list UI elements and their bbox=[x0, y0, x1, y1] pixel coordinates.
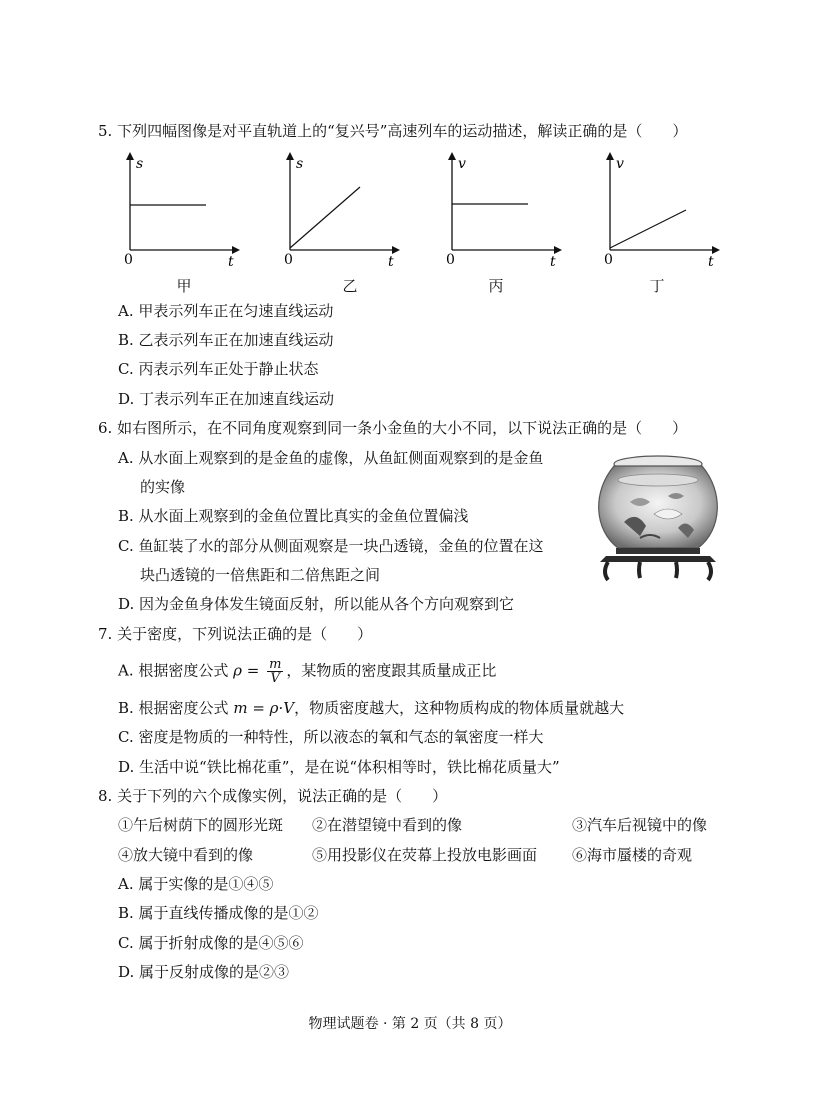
q7-stem: 7. 关于密度，下列说法正确的是（ ） bbox=[98, 625, 373, 643]
graph-yi-label: 乙 bbox=[342, 277, 358, 295]
q8-example-6: ⑥海市蜃楼的奇观 bbox=[572, 846, 693, 864]
q6-option-a-line2: 的实像 bbox=[140, 478, 186, 496]
density-fraction bbox=[267, 658, 283, 685]
mass-formula: m = ρ·V bbox=[233, 699, 295, 717]
q5-stem: 5. 下列四幅图像是对平直轨道上的“复兴号”高速列车的运动描述，解读正确的是（ ） bbox=[98, 122, 688, 140]
graph-yi-y-label: s bbox=[296, 156, 304, 172]
fraction-denominator: V bbox=[270, 671, 280, 686]
q5-option-b: B. 乙表示列车正在加速直线运动 bbox=[118, 331, 334, 349]
graph-ding-origin: 0 bbox=[604, 252, 613, 268]
density-symbol: ρ bbox=[233, 661, 242, 680]
q6-stem: 6. 如右图所示，在不同角度观察到同一条小金鱼的大小不同，以下说法正确的是（ ） bbox=[98, 419, 688, 437]
equals-sign: = bbox=[241, 661, 265, 680]
q6-option-c-line1: C. 鱼缸装了水的部分从侧面观察是一块凸透镜，金鱼的位置在这 bbox=[118, 537, 544, 555]
q8-example-5: ⑤用投影仪在荧幕上投放电影画面 bbox=[312, 846, 538, 864]
q8-example-2: ②在潜望镜中看到的像 bbox=[312, 816, 463, 834]
graph-jia bbox=[118, 150, 248, 270]
q6-option-b: B. 从水面上观察到的金鱼位置比真实的金鱼位置偏浅 bbox=[118, 507, 469, 525]
graph-ding-x-label: t bbox=[708, 254, 714, 270]
graph-jia-label: 甲 bbox=[176, 277, 192, 295]
graph-jia-origin: 0 bbox=[124, 252, 133, 268]
q7-option-b-prefix: B. 根据密度公式 bbox=[118, 699, 234, 717]
graph-yi bbox=[278, 150, 408, 270]
q7-option-d: D. 生活中说“铁比棉花重”，是在说“体积相等时，铁比棉花质量大” bbox=[118, 758, 560, 776]
q5-option-d: D. 丁表示列车正在加速直线运动 bbox=[118, 390, 335, 408]
goldfish-bowl-image bbox=[590, 452, 726, 582]
q8-stem: 8. 关于下列的六个成像实例，说法正确的是（ ） bbox=[98, 787, 448, 805]
graph-yi-x-label: t bbox=[388, 254, 394, 270]
fraction-numerator: m bbox=[269, 657, 282, 672]
graph-ding bbox=[598, 150, 728, 270]
q7-option-a bbox=[118, 658, 496, 685]
q6-option-c-line2: 块凸透镜的一倍焦距和二倍焦距之间 bbox=[140, 566, 381, 584]
q7-option-a-prefix: A. 根据密度公式 bbox=[118, 661, 234, 680]
q7-option-b-suffix: ，物质密度越大，这种物质构成的物体质量就越大 bbox=[294, 699, 625, 717]
q8-option-d: D. 属于反射成像的是②③ bbox=[118, 963, 290, 981]
q8-option-b: B. 属于直线传播成像的是①② bbox=[118, 904, 319, 922]
q8-option-c: C. 属于折射成像的是④⑤⑥ bbox=[118, 934, 304, 952]
graph-bing bbox=[440, 150, 570, 270]
graph-bing-label: 丙 bbox=[488, 277, 504, 295]
q7-option-b bbox=[118, 698, 624, 718]
q8-option-a: A. 属于实像的是①④⑤ bbox=[118, 875, 274, 893]
page-footer: 物理试题卷 · 第 2 页（共 8 页） bbox=[308, 1016, 512, 1032]
q7-option-a-suffix: ，某物质的密度跟其质量成正比 bbox=[286, 661, 497, 680]
q6-option-d: D. 因为金鱼身体发生镜面反射，所以能从各个方向观察到它 bbox=[118, 595, 515, 613]
graph-ding-y-label: v bbox=[616, 156, 624, 172]
q8-example-1: ①午后树荫下的圆形光斑 bbox=[118, 816, 284, 834]
graph-bing-origin: 0 bbox=[446, 252, 455, 268]
graph-ding-label: 丁 bbox=[649, 277, 665, 295]
graph-yi-origin: 0 bbox=[284, 252, 293, 268]
q7-option-c: C. 密度是物质的一种特性，所以液态的氧和气态的氧密度一样大 bbox=[118, 728, 544, 746]
q8-example-4: ④放大镜中看到的像 bbox=[118, 846, 254, 864]
q8-example-3: ③汽车后视镜中的像 bbox=[572, 816, 708, 834]
q6-option-a-line1: A. 从水面上观察到的是金鱼的虚像，从鱼缸侧面观察到的是金鱼 bbox=[118, 449, 544, 467]
graph-jia-y-label: s bbox=[136, 156, 144, 172]
graph-jia-x-label: t bbox=[228, 254, 234, 270]
graph-bing-y-label: v bbox=[458, 156, 466, 172]
graph-bing-x-label: t bbox=[550, 254, 556, 270]
q5-option-a: A. 甲表示列车正在匀速直线运动 bbox=[118, 302, 334, 320]
q5-option-c: C. 丙表示列车正处于静止状态 bbox=[118, 360, 319, 378]
